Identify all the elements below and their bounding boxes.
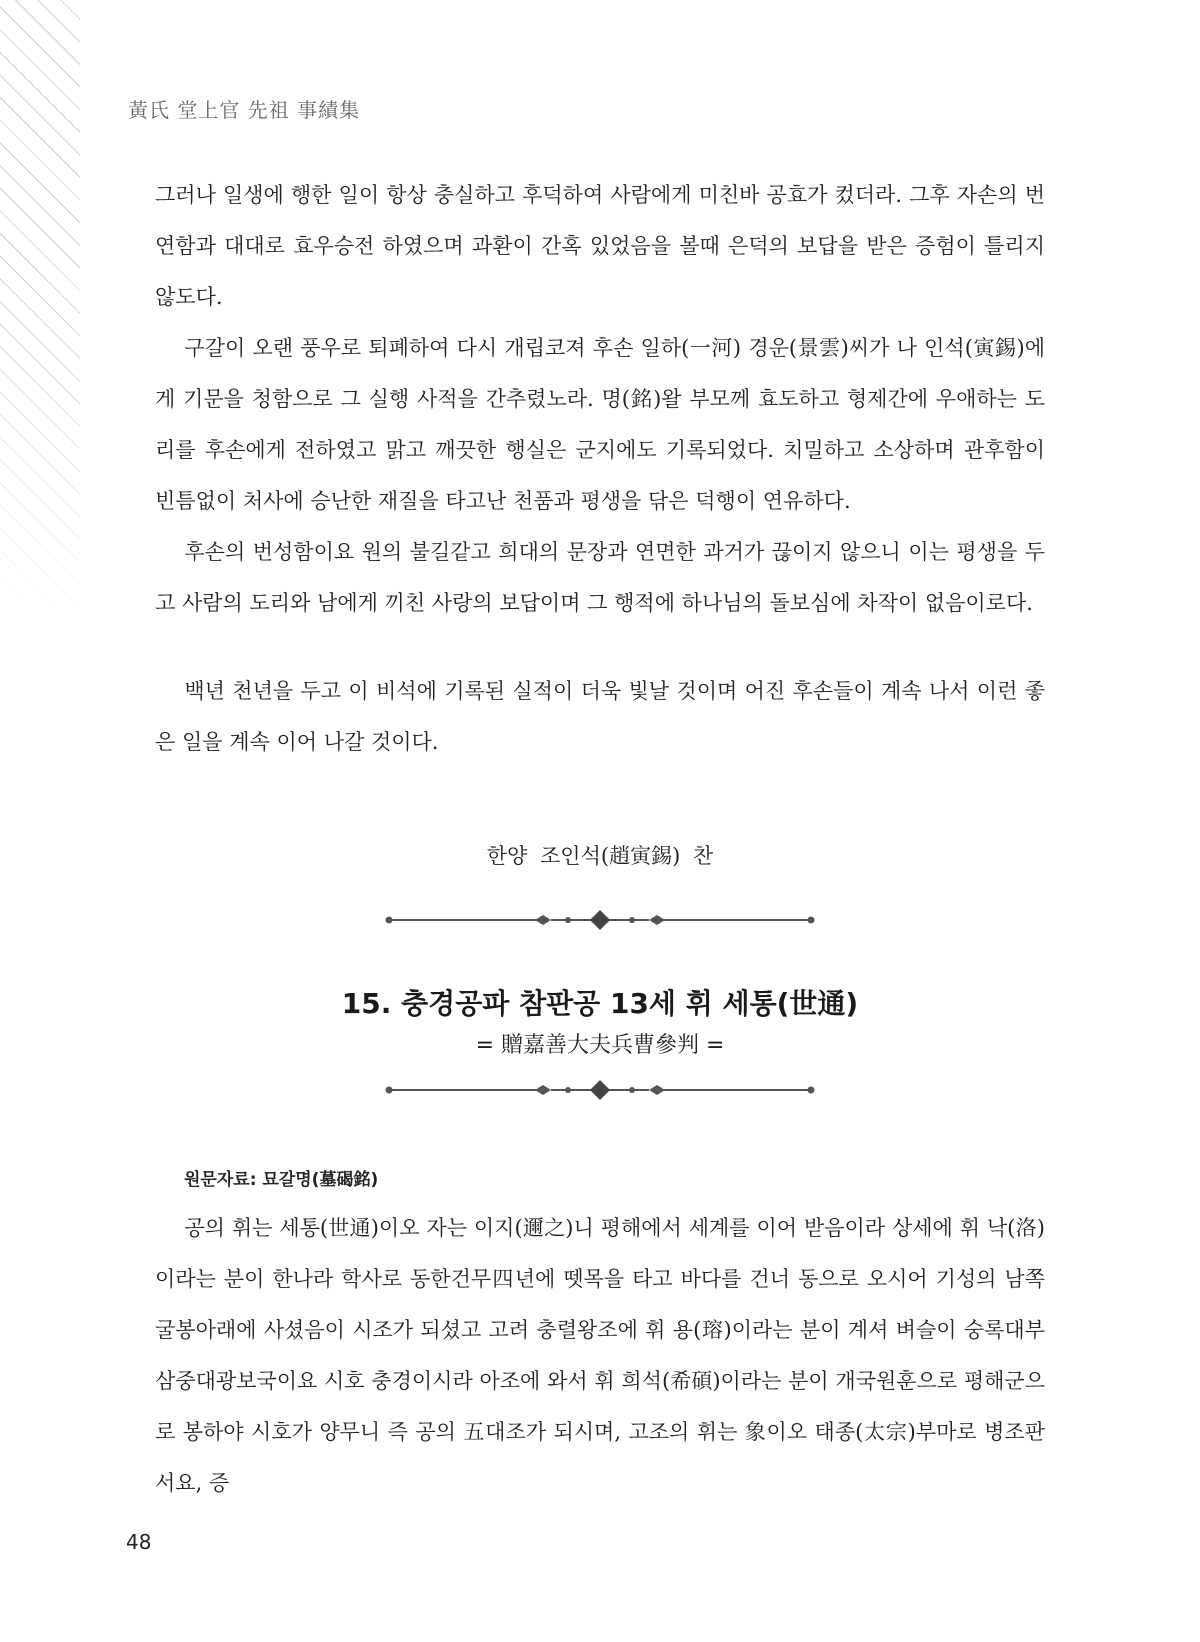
page-number: 48	[126, 1530, 152, 1554]
epitaph-paragraph-1: 그러나 일생에 행한 일이 항상 충실하고 후덕하여 사람에게 미친바 공효가 컸더라. 그후 자손의 번연함과 대대로 효우승전 하였으며 과환이 간혹 있었음을 볼때 은덕의 보답을 받은 증험이 틀리지 않도다.	[155, 183, 1045, 309]
decorative-stripes	[0, 0, 80, 640]
author-signature: 한양 조인석(趙寅錫) 찬	[486, 844, 714, 868]
section-subtitle: = 贈嘉善大夫兵曹參判 =	[475, 1033, 725, 1058]
epitaph-paragraph-4: 백년 천년을 두고 이 비석에 기록된 실적이 더욱 빛날 것이며 어진 후손들이 계속 나서 이런 좋은 일을 계속 이어 나갈 것이다.	[155, 679, 1045, 754]
section-title: 15. 충경공파 참판공 13세 휘 세통(世通)	[341, 987, 859, 1020]
running-header: 黃氏 堂上官 先祖 事績集	[128, 98, 361, 122]
source-material-label: 원문자료: 묘갈명(墓碣銘)	[184, 1170, 379, 1190]
top-ornament-divider	[385, 908, 815, 932]
bottom-ornament-divider	[385, 1078, 815, 1102]
source-paragraph: 공의 휘는 세통(世通)이오 자는 이지(邇之)니 평해에서 세계를 이어 받음이라 상세에 휘 낙(洛)이라는 분이 한나라 학사로 동한건무四년에 뗏목을 타고 바다를 건너 동으로 오시어 기성의 남쪽 굴봉아래에 사셨음이 시조가 되셨고 고려 충렬왕조에 휘 용(瑢)이라는 분이 계셔 벼슬이 숭록대부삼중대광보국이요 시호 충경이시라 아조에 와서 휘 희석(希碩)이라는 분이 개국원훈으로 평해군으로 봉하야 시호가 양무니 즉 공의 五대조가 되시며, 고조의 휘는 象이오 태종(太宗)부마로 병조판서요, 증	[155, 1216, 1045, 1495]
epitaph-paragraph-2: 구갈이 오랜 풍우로 퇴폐하여 다시 개립코져 후손 일하(一河) 경운(景雲)씨가 나 인석(寅錫)에게 기문을 청함으로 그 실행 사적을 간추렸노라. 명(銘)왈 부모께 효도하고 형제간에 우애하는 도리를 후손에게 전하였고 맑고 깨끗한 행실은 군지에도 기록되었다. 치밀하고 소상하며 관후함이 빈틈없이 처사에 승난한 재질을 타고난 천품과 평생을 닦은 덕행이 연유하다.	[155, 336, 1045, 513]
epitaph-paragraph-3: 후손의 번성함이요 원의 불길같고 희대의 문장과 연면한 과거가 끊이지 않으니 이는 평생을 두고 사람의 도리와 남에게 끼친 사랑의 보답이며 그 행적에 하나님의 돌보심에 차작이 없음이로다.	[155, 540, 1045, 615]
